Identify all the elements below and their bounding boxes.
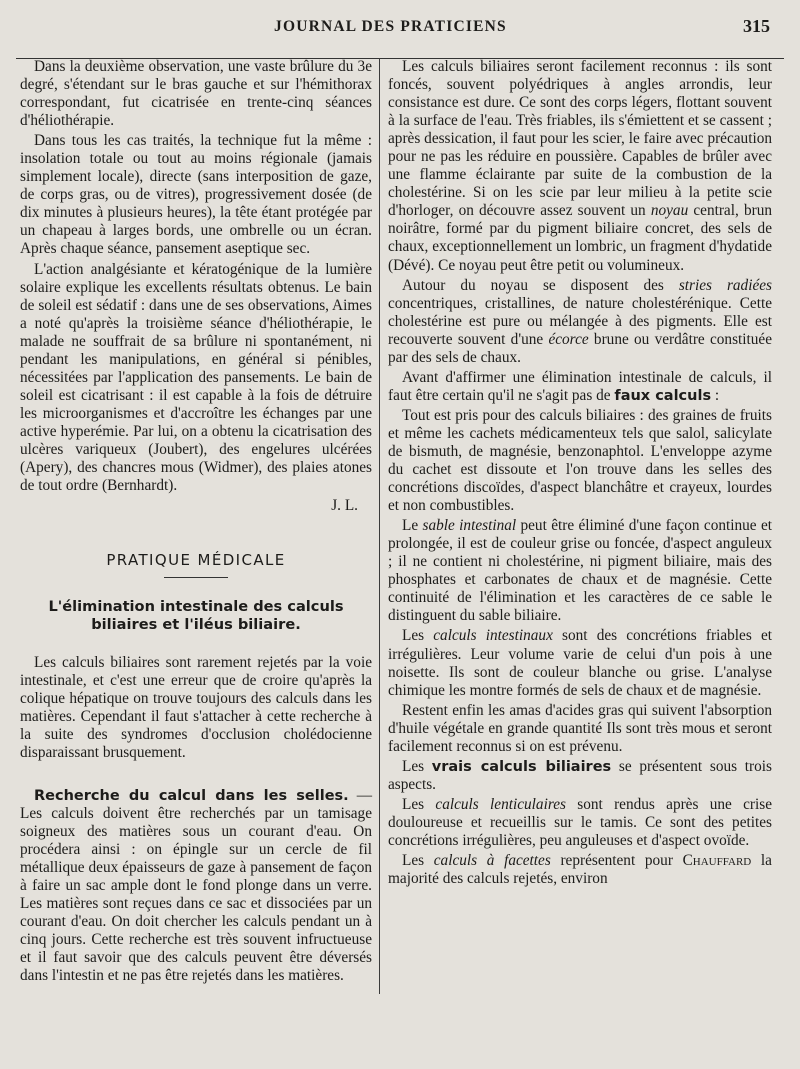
text-run: Les: [402, 852, 434, 870]
text-run: Autour du noyau se disposent des: [402, 276, 679, 294]
italic-term: noyau: [650, 202, 689, 220]
italic-term: sable intestinal: [422, 517, 517, 535]
text-run: sont des concrétions friables et irrégulières. Leur volume varie de celui d'un pois à une noisette. Ils sont de couleur blanche ou grise. L'analyse chimique les montre formés de sels de chaux et de magnésie.: [388, 627, 772, 699]
text-run: central, brun noirâtre, formé par du pigment biliaire concret, des sels de chaux, exceptionnellement un lombric, un fragment d'hydatide (Dévé). Ce noyau peut être petit ou volumineux.: [388, 202, 772, 274]
text-run: concentriques, cristallines, de nature cholestérénique. Cette cholestérine est pure ou mélangée à des pigments. Elle est recouverte souvent d'une: [388, 294, 772, 348]
text-run: Les: [402, 627, 434, 645]
bold-term: faux calculs: [614, 387, 712, 404]
paragraph: Dans la deuxième observation, une vaste brûlure du 3e degré, s'étendant sur le bras gauche et sur l'hémithorax correspondant, fut cicatrisée en trente-cinq séances d'héliothérapie.: [20, 58, 372, 130]
section-paragraph: [20, 787, 372, 986]
section-text: — Les calculs doivent être recherchés par un tamisage soigneux des matières sous un courant d'eau. On procédera ainsi : on épingle sur un cercle de fil métallique deux épaisseurs de gaze à pansement de façon à faire un sac ample dont le fond plonge dans un verre. Les matières sont reçues dans ce sac et dissociées par un courant d'eau. On doit chercher les calculs pendant un à cinq jours. Cette recherche est très souvent infructueuse et il faut savoir que des calculs peuvent être déversés dans l'intestin et ne pas être rejetés dans les matières.: [20, 786, 372, 984]
text-run: Le: [402, 517, 423, 535]
author-name: Chauffard: [682, 852, 752, 870]
text-run: représentent pour: [550, 852, 683, 870]
text-run: Les calculs biliaires seront facilement reconnus : ils sont foncés, souvent polyédriques à angles arrondis, leur consistance est dure. Ce sont des corps légers, flottant souvent à la surface de l'eau. Très friables, ils s'émiettent et se cassent ; après dessication, il faut pour les scier, le faire avec précaution pour ne pas les réduire en poussière. Capables de brûler avec une flamme éclairante par suite de la combustion de la cholestérine. Si on les scie par leur milieu à la petite scie d'horloger, on découvre assez souvent un: [388, 58, 772, 220]
italic-term: écorce: [548, 330, 589, 348]
article-title-line-2: biliaires et l'iléus biliaire.: [91, 616, 301, 634]
paragraph: Les calculs biliaires sont rarement rejetés par la voie intestinale, et c'est une erreur que de croire qu'après la colique hépatique on trouve toujours des calculs dans les matières. Cependant il faut s'attacher à cette recherche à la suite des syndromes d'occlusion cholédocienne disparaissant brusquement.: [20, 654, 372, 762]
paragraph: [388, 627, 772, 699]
italic-term: calculs intestinaux: [433, 627, 553, 645]
bold-term: vrais calculs biliaires: [431, 758, 612, 775]
paragraph: Dans tous les cas traités, la technique fut la même : insolation totale ou tout au moins régionale (jamais simplement locale), directe (sans interposition de gaze, de corps gras, ou de vitres), progressivement dosée (de dix minutes à plusieurs heures), la tête étant protégée par un chapeau à larges bords, une ombrelle ou un écran. Après chaque séance, pansement aseptique sec.: [20, 132, 372, 258]
italic-term: calculs lenticulaires: [435, 795, 566, 813]
italic-term: stries radiées: [678, 276, 772, 294]
rubric-title: PRATIQUE MÉDICALE: [106, 551, 286, 570]
right-column: [388, 58, 772, 890]
paragraph: [388, 517, 772, 625]
text-run: Les: [402, 795, 436, 813]
text-run: Avant d'affirmer une élimination intestinale de calculs, il faut être certain qu'il ne s'agit pas de: [388, 368, 772, 404]
author-signature: J. L.: [331, 497, 358, 515]
text-run: la majorité des calculs rejetés, environ: [388, 852, 772, 888]
paragraph: [388, 277, 772, 367]
article-title: [20, 598, 372, 634]
text-run: :: [711, 386, 720, 404]
section-heading: Recherche du calcul dans les selles.: [34, 787, 349, 804]
column-divider: [379, 58, 380, 994]
journal-title: JOURNAL DES PRATICIENS: [274, 18, 507, 35]
paragraph: [388, 369, 772, 405]
page-number: 315: [743, 16, 770, 36]
text-run: peut être éliminé d'une façon continue et prolongée, il est de couleur grise ou foncée, d'aspect anguleux ; il ne contient ni cholestérine, ni pigment biliaire, mais des phosphates et carbonates de chaux et de magnésie. Cette continuité de l'élimination et les caractères de ce sable le distinguent du sable biliaire.: [388, 517, 773, 625]
paragraph: Tout est pris pour des calculs biliaires : des graines de fruits et même les cachets médicamenteux tels que salol, salicylate de bismuth, de magnésie, benzonaphtol. L'enveloppe azyme du cachet est dissoute et l'on trouve dans les selles des concrétions discoïdes, d'aspect blanchâtre et crayeux, lourdes et non combustibles.: [388, 406, 772, 515]
rubric-rule: [164, 577, 228, 578]
text-run: brune ou verdâtre constituée par des sels de chaux.: [388, 330, 773, 366]
text-run: sont rendus après une crise douloureuse et recueillis sur le tamis. Ce sont des petites concrétions irrégulières, peu anguleuses et d'aspect ovoïde.: [388, 795, 773, 849]
paragraph: [388, 58, 772, 275]
left-column: [20, 58, 372, 987]
article-title-line-1: L'élimination intestinale des calculs: [48, 598, 344, 616]
section-gap: [20, 765, 372, 787]
paragraph: L'action analgésiante et kératogénique de la lumière solaire explique les excellents résultats obtenus. Le bain de soleil est sédatif : dans une de ses observations, Aimes a noté qu'après la troisième séance d'héliothérapie, le malade ne souffrait de sa brûlure ni spontanément, ni pendant les manipulations, en général si pénibles, nécessitées par l'application des pansements. Le bain de soleil est cicatrisant : il est capable à la fois de détruire les microorganismes et d'accroître les échanges par une active hyperémie. Par lui, on a obtenu la cicatrisation des ulcères variqueux (Joubert), des engelures ulcérées (Apery), des chancres mous (Widmer), des plaies atones de tout ordre (Bernhardt).: [20, 260, 372, 495]
italic-term: calculs à facettes: [433, 852, 551, 870]
paragraph: [388, 796, 772, 850]
paragraph: [388, 852, 772, 888]
paragraph: [388, 758, 772, 794]
text-run: Les: [402, 757, 432, 775]
text-run: se présentent sous trois aspects.: [388, 757, 772, 793]
running-header: [0, 16, 800, 46]
paragraph: Restent enfin les amas d'acides gras qui suivent l'absorption d'huile végétale en grande quantité Ils sont très mous et seront facilement reconnus si on est prévenu.: [388, 701, 772, 755]
